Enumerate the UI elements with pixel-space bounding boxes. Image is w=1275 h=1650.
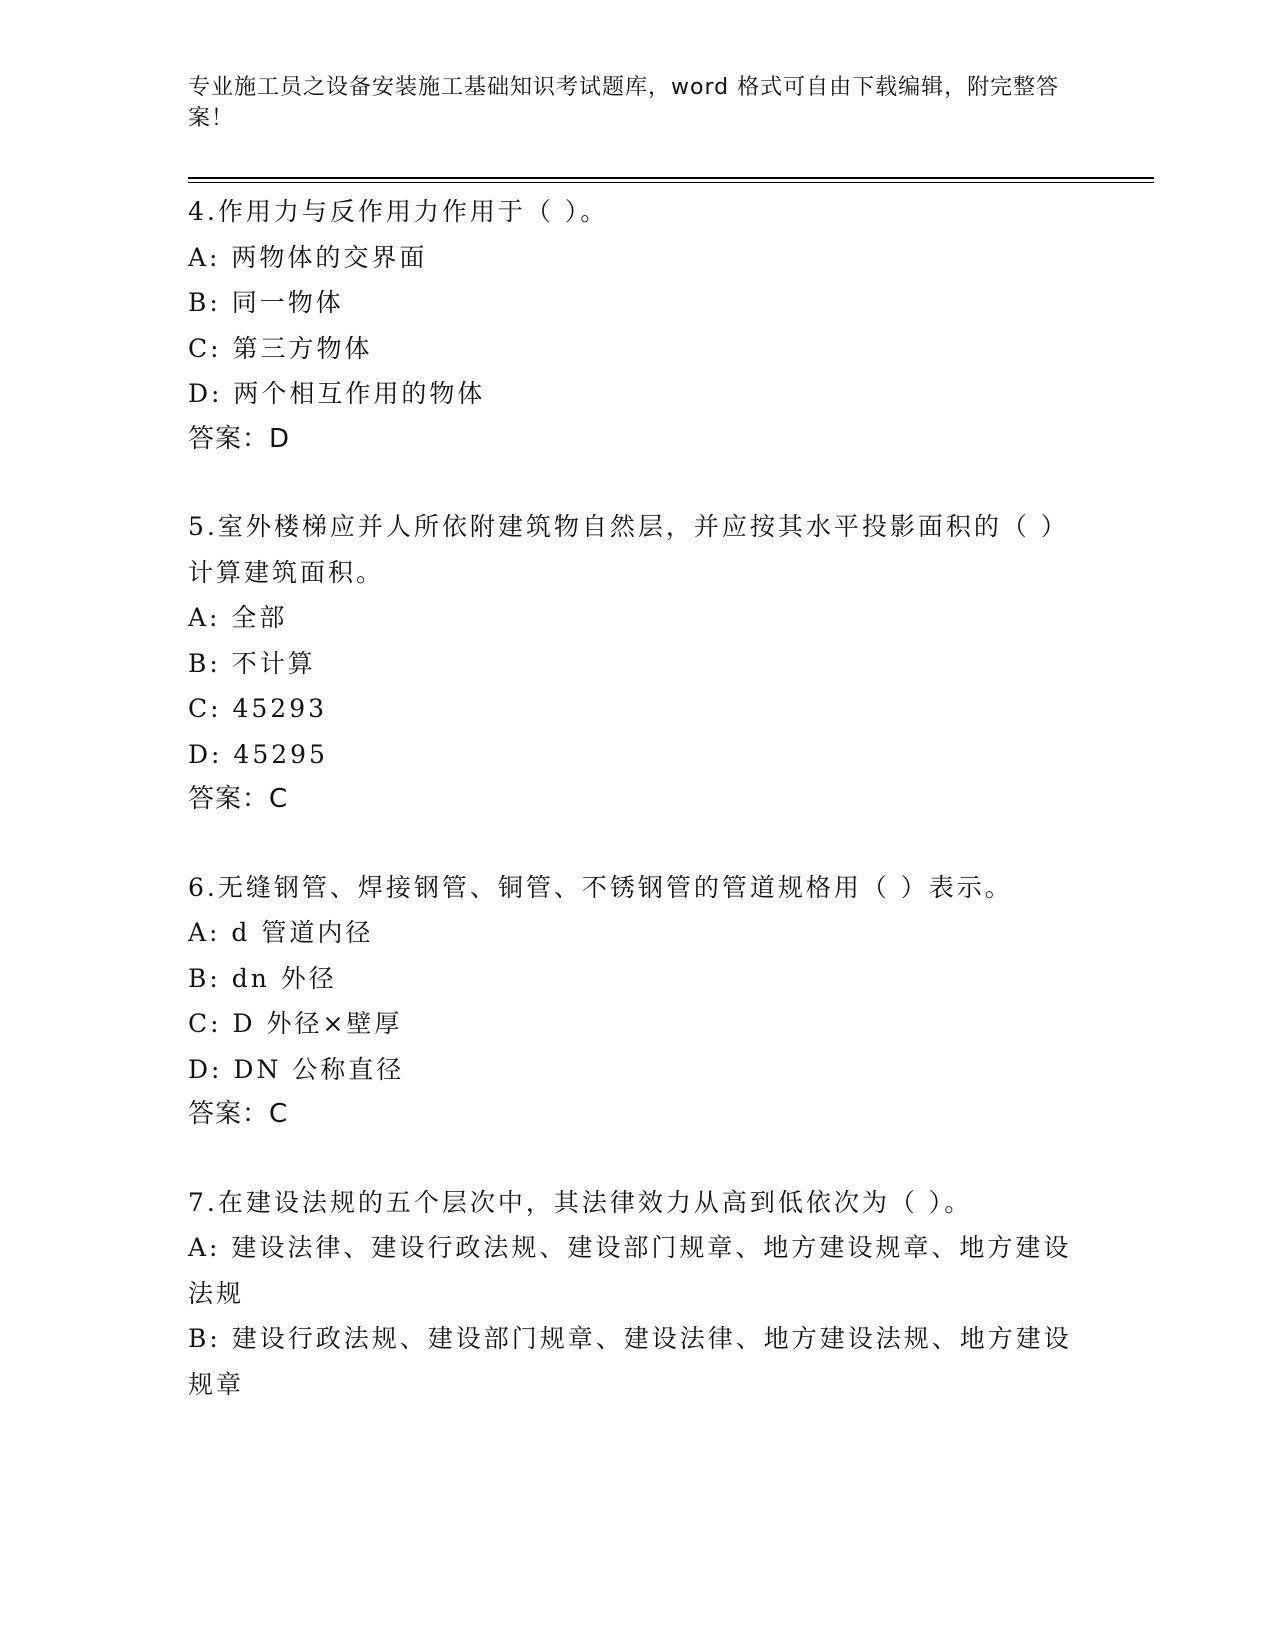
- question-stem: 5.室外楼梯应并人所依附建筑物自然层，并应按其水平投影面积的（ ）计算建筑面积。: [188, 512, 1069, 587]
- option-a: A: 建设法律、建设行政法规、建设部门规章、地方建设规章、地方建设法规: [188, 1233, 1072, 1308]
- option-b: B: dn 外径: [188, 963, 337, 993]
- option-d: D: 45295: [188, 739, 328, 769]
- answer: 答案：D: [188, 423, 291, 454]
- option-a: A: 两物体的交界面: [188, 242, 428, 272]
- option-d: D: 两个相互作用的物体: [188, 379, 486, 408]
- option-c: C: D 外径×壁厚: [188, 1009, 403, 1038]
- option-d: D: DN 公称直径: [188, 1054, 405, 1084]
- option-c: C: 45293: [188, 694, 328, 723]
- option-c: C: 第三方物体: [188, 333, 373, 363]
- header-divider-thin: [188, 182, 1154, 183]
- option-b: B: 不计算: [188, 648, 316, 678]
- question-4: [188, 189, 1088, 462]
- question-list: [188, 189, 1088, 1449]
- question-stem: 7.在建设法规的五个层次中，其法律效力从高到低依次为（ ）。: [188, 1187, 973, 1217]
- header-divider-thick: [188, 177, 1154, 179]
- document-header: [188, 72, 1068, 134]
- question-stem: 4.作用力与反作用力作用于（ ）。: [188, 197, 609, 226]
- question-5: [188, 504, 1088, 823]
- answer: 答案：C: [188, 784, 289, 814]
- option-b: B: 建设行政法规、建设部门规章、建设法律、地方建设法规、地方建设规章: [188, 1324, 1072, 1399]
- option-a: A: 全部: [188, 603, 288, 632]
- option-b: B: 同一物体: [188, 288, 344, 317]
- header-title: 专业施工员之设备安装施工基础知识考试题库，word 格式可自由下载编辑，附完整答案！: [188, 75, 1060, 131]
- question-stem: 6.无缝钢管、焊接钢管、铜管、不锈钢管的管道规格用（ ）表示。: [188, 872, 1013, 902]
- question-7: [188, 1180, 1088, 1408]
- option-a: A: d 管道内径: [188, 918, 374, 947]
- answer: 答案：C: [188, 1099, 289, 1129]
- question-6: [188, 865, 1088, 1138]
